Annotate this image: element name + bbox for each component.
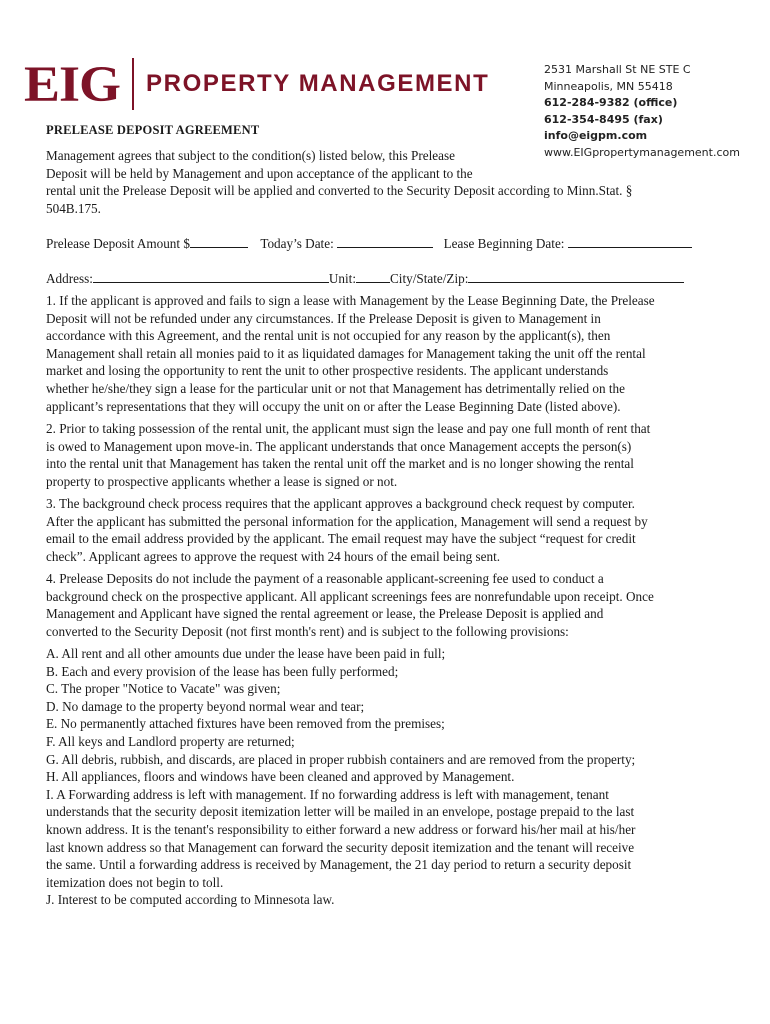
provision-item: G. All debris, rubbish, and discards, are placed in proper rubbish containers and are removed from the property; — [46, 751, 636, 767]
provision-item: the same. Until a forwarding address is received by Management, the 21 day period to return a security deposit — [46, 857, 632, 873]
section-4-line: converted to the Security Deposit (not first month's rent) and is subject to the following provisions: — [46, 623, 569, 639]
provision-item: I. A Forwarding address is left with management. If no forwarding address is left with management, tenant — [46, 786, 609, 802]
contact-website: www.EIGpropertymanagement.com — [544, 145, 740, 159]
city-state-zip-label: City/State/Zip: — [390, 271, 469, 286]
provision-item: F. All keys and Landlord property are returned; — [46, 733, 295, 749]
section-2-line: 2. Prior to taking possession of the rental unit, the applicant must sign the lease and pay one full month of rent that — [46, 421, 651, 436]
contact-email: info@eigpm.com — [544, 129, 648, 143]
section-4 — [46, 570, 726, 640]
company-logo — [24, 55, 490, 113]
provision-item: known address. It is the tenant's responsibility to either forward a new address or forward his/her mail at his/her — [46, 821, 636, 837]
todays-date-label: Today’s Date: — [260, 236, 334, 251]
address-fields-row — [46, 270, 684, 287]
todays-date-blank[interactable] — [337, 236, 433, 248]
document-title: PRELEASE DEPOSIT AGREEMENT — [46, 123, 260, 137]
section-1 — [46, 292, 726, 415]
lease-beginning-date-blank[interactable] — [568, 236, 692, 248]
unit-label: Unit: — [328, 271, 356, 286]
contact-office-phone: 612-284-9382 (office) — [544, 96, 678, 110]
logo-tagline: PROPERTY MANAGEMENT — [146, 70, 490, 97]
deposit-amount-blank[interactable] — [190, 236, 248, 248]
provision-item: itemization does not begin to toll. — [46, 874, 224, 890]
provision-item: B. Each and every provision of the lease has been fully performed; — [46, 663, 399, 679]
section-2-line: is owed to Management upon move-in. The applicant understands that once Management accepts the person(s) — [46, 438, 632, 454]
section-4-line: Management and Applicant have signed the rental agreement or lease, the Prelease Deposit is applied and — [46, 606, 604, 622]
section-3-line: check”. Applicant agrees to approve the request with 24 hours of the email being sent. — [46, 548, 501, 564]
provision-item: A. All rent and all other amounts due under the lease have been paid in full; — [46, 646, 446, 661]
provision-item: J. Interest to be computed according to Minnesota law. — [46, 892, 335, 908]
provision-item: C. The proper "Notice to Vacate" was given; — [46, 681, 281, 697]
logo-divider — [132, 58, 134, 110]
section-2-line: into the rental unit that Management has taken the rental unit off the market and is no longer showing the rental — [46, 456, 634, 472]
section-3-line: email to the email address provided by the applicant. The email request may have the subject “request for credit — [46, 531, 636, 547]
logo-brand: EIG — [24, 55, 121, 113]
section-4-line: background check on the prospective applicant. All applicant screenings fees are nonrefundable upon receipt. Once — [46, 588, 654, 604]
provision-item: last known address so that Management can forward the security deposit itemization and the tenant will receive — [46, 839, 635, 855]
section-2-line: property to prospective applicants whether a lease is signed or not. — [46, 473, 398, 489]
section-4-line: 4. Prelease Deposits do not include the payment of a reasonable applicant-screening fee used to conduct a — [46, 571, 604, 586]
address-label: Address: — [46, 271, 93, 286]
contact-city: Minneapolis, MN 55418 — [544, 79, 673, 93]
section-2 — [46, 420, 726, 490]
contact-fax: 612-354-8495 (fax) — [544, 112, 663, 126]
city-state-zip-blank[interactable] — [468, 271, 684, 283]
section-1-line: Management shall retain all monies paid to it as liquidated damages for Management taking the unit off the rental — [46, 345, 646, 361]
intro-line: 504B.175. — [46, 200, 101, 216]
provision-item: understands that the security deposit itemization letter will be mailed in an envelope, postage prepaid to the last — [46, 804, 635, 820]
unit-blank[interactable] — [356, 271, 390, 283]
section-1-line: whether he/she/they sign a lease for the particular unit or not that Management has detrimentally relied on the — [46, 380, 625, 396]
provisions-list — [46, 645, 726, 909]
section-1-line: 1. If the applicant is approved and fails to sign a lease with Management by the Lease Beginning Date, the Prelease — [46, 293, 655, 308]
section-3-line: 3. The background check process requires that the applicant approves a background check request by computer. — [46, 496, 635, 511]
intro-line: Deposit will be held by Management and upon acceptance of the applicant to the — [46, 165, 473, 181]
intro-line: Management agrees that subject to the condition(s) listed below, this Prelease — [46, 148, 455, 163]
contact-street: 2531 Marshall St NE STE C — [544, 63, 691, 76]
intro-paragraph — [46, 147, 726, 217]
section-1-line: applicant’s representations that they will occupy the unit on or after the Lease Beginning Date (listed above). — [46, 398, 621, 414]
section-3-line: After the applicant has submitted the personal information for the application, Management will send a request by — [46, 513, 648, 529]
intro-line: rental unit the Prelease Deposit will be applied and converted to the Security Deposit according to Minn.Stat. § — [46, 183, 633, 199]
address-blank[interactable] — [93, 271, 329, 283]
provision-item: D. No damage to the property beyond normal wear and tear; — [46, 698, 365, 714]
section-1-line: market and losing the opportunity to rent the unit to other prospective residents. The applicant understands — [46, 363, 609, 379]
provision-item: E. No permanently attached fixtures have been removed from the premises; — [46, 716, 445, 732]
section-1-line: accordance with this Agreement, and the rental unit is not occupied for any reason by the applicant(s), then — [46, 328, 611, 344]
deposit-amount-label: Prelease Deposit Amount $ — [46, 236, 190, 251]
deposit-fields-row — [46, 235, 692, 252]
section-3 — [46, 495, 726, 565]
section-1-line: Deposit will not be refunded under any circumstances. If the Prelease Deposit is given to Management in — [46, 310, 601, 326]
lease-beginning-date-label: Lease Beginning Date: — [443, 236, 565, 251]
provision-item: H. All appliances, floors and windows have been cleaned and approved by Management. — [46, 769, 515, 785]
